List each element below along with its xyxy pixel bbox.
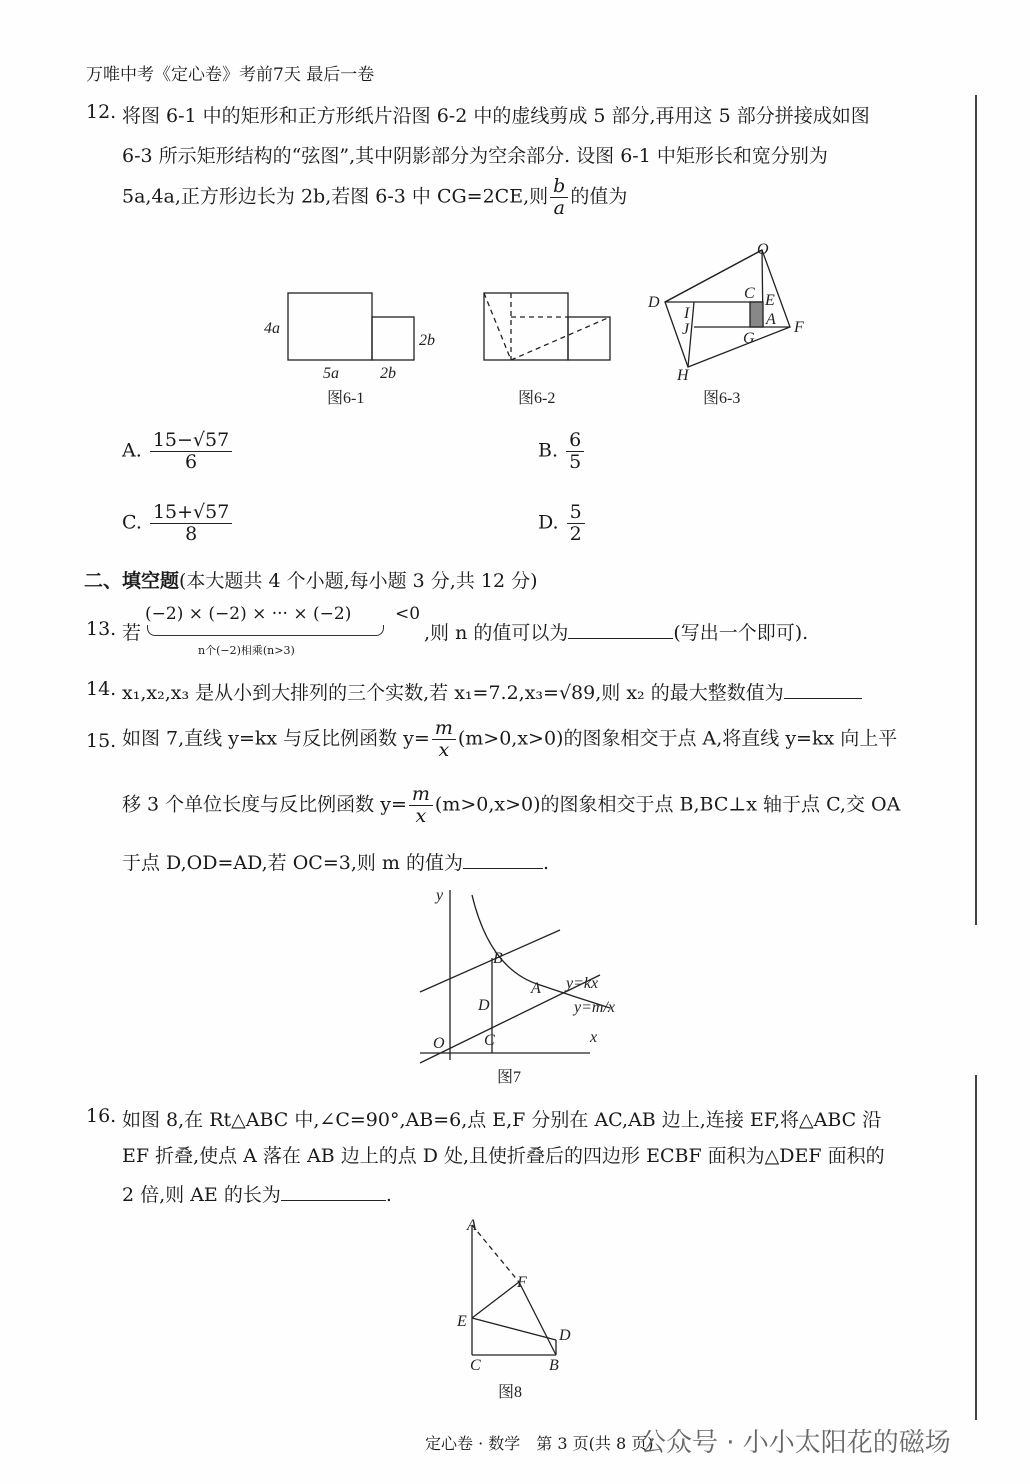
- numerator: b: [553, 175, 566, 197]
- product-expression: (−2) × (−2) × ··· × (−2): [145, 604, 352, 624]
- question-number: 14.: [86, 678, 117, 700]
- question-number: 16.: [86, 1105, 117, 1127]
- answer-blank[interactable]: [568, 637, 673, 639]
- denominator: 5: [569, 450, 582, 473]
- figure-caption: 图6-1: [327, 390, 365, 407]
- denominator: a: [553, 196, 565, 219]
- option-c[interactable]: [122, 502, 234, 545]
- option-b[interactable]: [538, 430, 586, 473]
- point-label: F: [794, 319, 804, 336]
- answer-blank[interactable]: [784, 697, 862, 699]
- point-label: A: [766, 311, 776, 328]
- figure-caption: 图7: [497, 1069, 522, 1086]
- point-label: C: [744, 285, 755, 302]
- text: ,则 n 的值可以为: [424, 622, 569, 644]
- option-label: A.: [122, 439, 142, 462]
- numerator: 5: [567, 502, 585, 524]
- point-label: D: [648, 294, 660, 311]
- watermark: 公众号 · 小小太阳花的磁场: [640, 1428, 951, 1458]
- underbrace: [147, 625, 384, 636]
- text: 2 倍,则 AE 的长为: [122, 1184, 281, 1206]
- question-number: 13.: [86, 618, 117, 640]
- brace-note: n个(−2)相乘(n>3): [198, 644, 295, 657]
- q13-line: [424, 618, 808, 645]
- point-label: B: [549, 1357, 559, 1374]
- numerator: 15−√57: [150, 430, 232, 452]
- text: 5a,4a,正方形边长为 2b,若图 6-3 中 CG=2CE,则: [122, 185, 549, 208]
- point-label: A: [467, 1217, 477, 1234]
- answer-blank[interactable]: [281, 1199, 386, 1201]
- denominator: x: [415, 804, 427, 827]
- section-desc: (本大题共 4 个小题,每小题 3 分,共 12 分): [179, 570, 538, 592]
- section-heading: [84, 566, 538, 593]
- point-label: E: [765, 292, 775, 309]
- point-label: C: [484, 1032, 495, 1049]
- denominator: 2: [569, 522, 582, 545]
- rectangle-shape: [484, 293, 568, 360]
- option-label: D.: [538, 511, 559, 534]
- numerator: m: [411, 783, 430, 805]
- q15-line: 于点 D,OD=AD,若 OC=3,则 m 的值为 .: [122, 852, 550, 874]
- question-number: 15.: [86, 730, 117, 752]
- cut-lines: [484, 293, 610, 360]
- q12-line: 将图 6-1 中的矩形和正方形纸片沿图 6-2 中的虚线剪成 5 部分,再用这 5 部分拼接成如图: [122, 105, 870, 127]
- q16-line: 如图 8,在 Rt△ABC 中,∠C=90°,AB=6,点 E,F 分别在 AC,AB 边上,连接 EF,将△ABC 沿: [122, 1109, 882, 1131]
- label: 2b: [419, 332, 435, 349]
- point-label: D: [478, 997, 490, 1014]
- q16-line: EF 折叠,使点 A 落在 AB 边上的点 D 处,且使折叠后的四边形 ECBF 面积为△DEF 面积的: [122, 1145, 885, 1167]
- label: 5a: [323, 365, 339, 382]
- numerator: 6: [566, 430, 584, 452]
- point-label: E: [457, 1313, 467, 1330]
- text: 于点 D,OD=AD,若 OC=3,则 m 的值为: [122, 852, 463, 874]
- denominator: x: [438, 738, 450, 761]
- option-a[interactable]: [122, 430, 234, 473]
- text: 移 3 个单位长度与反比例函数 y=: [122, 793, 407, 816]
- point-label: G: [743, 330, 755, 347]
- shaded-region: [750, 302, 763, 327]
- figure-caption: 图6-2: [518, 390, 556, 407]
- q14-line: [122, 678, 862, 705]
- line-label: y=kx: [566, 975, 599, 992]
- numerator: m: [434, 717, 453, 739]
- axis-label: x: [590, 1029, 598, 1046]
- text: (写出一个即可).: [673, 622, 809, 644]
- point-label: O: [433, 1035, 445, 1052]
- section-title: 二、填空题: [84, 570, 180, 592]
- axis-label: y: [436, 887, 444, 904]
- square-shape: [568, 317, 610, 360]
- q15-line: [122, 718, 897, 761]
- option-label: C.: [122, 511, 142, 534]
- figure-caption: 图6-3: [703, 390, 741, 407]
- point-label: O: [757, 241, 769, 258]
- answer-blank[interactable]: [463, 867, 543, 869]
- page-header: 万唯中考《定心卷》考前7天 最后一卷: [86, 65, 375, 85]
- q15-line: [122, 784, 900, 827]
- text: 如图 7,直线 y=kx 与反比例函数 y=: [122, 727, 430, 750]
- text: x₁,x₂,x₃ 是从小到大排列的三个实数,若 x₁=7.2,x₃=√89,则 x₂ 的最大整数值为: [122, 682, 784, 704]
- label: 4a: [264, 320, 280, 337]
- q12-line: 6-3 所示矩形结构的“弦图”,其中阴影部分为空余部分. 设图 6-1 中矩形长和宽分别为: [122, 145, 828, 167]
- inequality: <0: [395, 604, 421, 624]
- point-label: J: [682, 321, 690, 338]
- point-label: H: [677, 367, 689, 384]
- point-label: F: [517, 1274, 527, 1291]
- numerator: 15+√57: [150, 502, 232, 524]
- question-number: 12.: [86, 101, 117, 123]
- square-shape: [372, 317, 414, 360]
- option-d[interactable]: [538, 502, 587, 545]
- curve-label: y=m/x: [574, 999, 615, 1016]
- point-label: D: [559, 1327, 571, 1344]
- option-label: B.: [538, 439, 559, 462]
- q16-line: 2 倍,则 AE 的长为 .: [122, 1184, 392, 1206]
- denominator: 8: [185, 522, 198, 545]
- label: 2b: [380, 365, 396, 382]
- text: 若: [122, 622, 142, 644]
- point-label: C: [470, 1357, 481, 1374]
- page-footer: 定心卷 · 数学 第 3 页(共 8 页): [425, 1434, 654, 1453]
- denominator: 6: [184, 450, 198, 473]
- text: 的值为: [570, 185, 628, 208]
- rectangle-shape: [288, 293, 372, 360]
- point-label: A: [531, 980, 541, 997]
- text: (m>0,x>0)的图象相交于点 B,BC⊥x 轴于点 C,交 OA: [434, 793, 901, 816]
- point-label: B: [493, 950, 503, 967]
- figure-caption: 图8: [498, 1384, 523, 1401]
- point-label: I: [684, 305, 690, 322]
- text: (m>0,x>0)的图象相交于点 A,将直线 y=kx 向上平: [457, 727, 898, 750]
